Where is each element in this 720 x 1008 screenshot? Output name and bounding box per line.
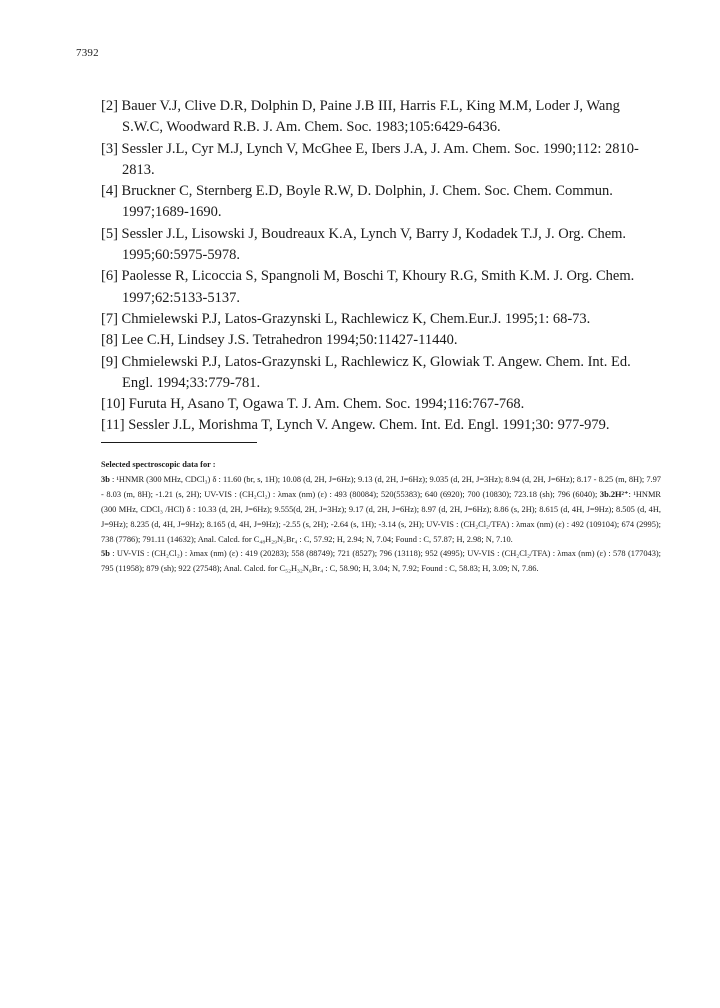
reference-item: [2] Bauer V.J, Clive D.R, Dolphin D, Paine J.B III, Harris F.L, King M.M, Loder J, Wang S.W.C, Woodward R.B. J. Am. Chem. Soc. 1983;105:6429-6436. [101,98,620,136]
spectro-data-5b: : UV-VIS : (CH₂Cl₂) : λmax (nm) (ε) : 419 (20283); 558 (88749); 721 (8527); 796 (13118); 952 (4995); UV-VIS : (CH₂Cl₂/TFA) : λmax (nm) (ε) : 578 (177043); 795 (11958); 879 (sh); 922 (27548); Anal. Calcd. for C₅₂H₃₂N₆Br₄ : C, 58.90; H, 3.04; N, 7.92; Found : C, 58.83; H, 3.09; N, 7.86. [101,549,661,574]
reference-item: [6] Paolesse R, Licoccia S, Spangnoli M, Boschi T, Khoury R.G, Smith K.M. J. Org. Chem. 1997;62:5133-5137. [101,268,635,306]
footnote-paragraph-3b [101,473,661,548]
reference-item: [10] Furuta H, Asano T, Ogawa T. J. Am. Chem. Soc. 1994;116:767-768. [101,396,525,413]
reference-list [101,96,661,437]
spectro-data-3b2h: : ¹HNMR (300 MHz, CDCl₃ /HCl) δ : 10.33 (d, 2H, J=6Hz); 9.555(d, 2H, J=3Hz); 9.17 (d, 2H, J=6Hz); 8.97 (d, 2H, J=6Hz); 8.86 (s, 2H); 8.615 (d, 4H, J=9Hz); 8.505 (d, 4H, J=9Hz); 8.235 (d, 4H, J=9Hz); 8.165 (d, 4H, J=9Hz); -2.55 (s, 2H); -2.64 (s, 1H); -3.14 (s, 2H); UV-VIS : (CH₂Cl₂/TFA) : λmax (nm) (ε) : 492 (109104); 674 (2995); 738 (7786); 791.11 (14632); Anal. Calcd. for C₄₈H₂₉N₅Br₄ : C, 57.92; H, 2.94; N, 7.04; Found : C, 57.87; H, 2.98; N, 7.10. [101,489,662,544]
compound-label-5b: 5b [101,549,110,559]
compound-label-3b: 3b [101,474,110,484]
footnote-heading: Selected spectroscopic data for : [101,460,216,469]
spectro-data-3b: : ¹HNMR (300 MHz, CDCl₃) δ : 11.60 (br, s, 1H); 10.08 (d, 2H, J=6Hz); 9.13 (d, 2H, J=6Hz); 9.035 (d, 2H, J=3Hz); 8.94 (d, 2H, J=6Hz); 8.17 - 8.25 (m, 8H); 7.97 - 8.03 (m, 8H); -1.21 (s, 2H); UV-VIS : (CH₂Cl₂) : λmax (nm) (ε) : 493 (80084); 520(55383); 640 (6920); 700 (10830); 723.18 (sh); 796 (6040); [101,474,661,499]
footnote-paragraph-5b [101,547,661,577]
reference-item: [5] Sessler J.L, Lisowski J, Boudreaux K.A, Lynch V, Barry J, Kodadek T.J, J. Org. Chem. 1995;60:5975-5978. [101,225,627,264]
footnote-block [101,458,661,577]
reference-item: [7] Chmielewski P.J, Latos-Grazynski L, Rachlewicz K, Chem.Eur.J. 1995;1: 68-73. [101,310,591,327]
reference-item: [4] Bruckner C, Sternberg E.D, Boyle R.W, D. Dolphin, J. Chem. Soc. Chem. Commun. 1997;1689-1690. [101,183,613,221]
footnote-divider [101,442,257,443]
compound-label-3b2h: 3b.2H²⁺ [599,489,629,499]
reference-item: [9] Chmielewski P.J, Latos-Grazynski L, Rachlewicz K, Glowiak T. Angew. Chem. Int. Ed. Engl. 1994;33:779-781. [101,353,631,391]
reference-item: [8] Lee C.H, Lindsey J.S. Tetrahedron 1994;50:11427-11440. [101,332,458,349]
page-number: 7392 [76,47,99,59]
reference-item: [11] Sessler J.L, Morishma T, Lynch V. Angew. Chem. Int. Ed. Engl. 1991;30: 977-979. [101,417,610,434]
reference-item: [3] Sessler J.L, Cyr M.J, Lynch V, McGhee E, Ibers J.A, J. Am. Chem. Soc. 1990;112: 2810-2813. [101,140,639,178]
